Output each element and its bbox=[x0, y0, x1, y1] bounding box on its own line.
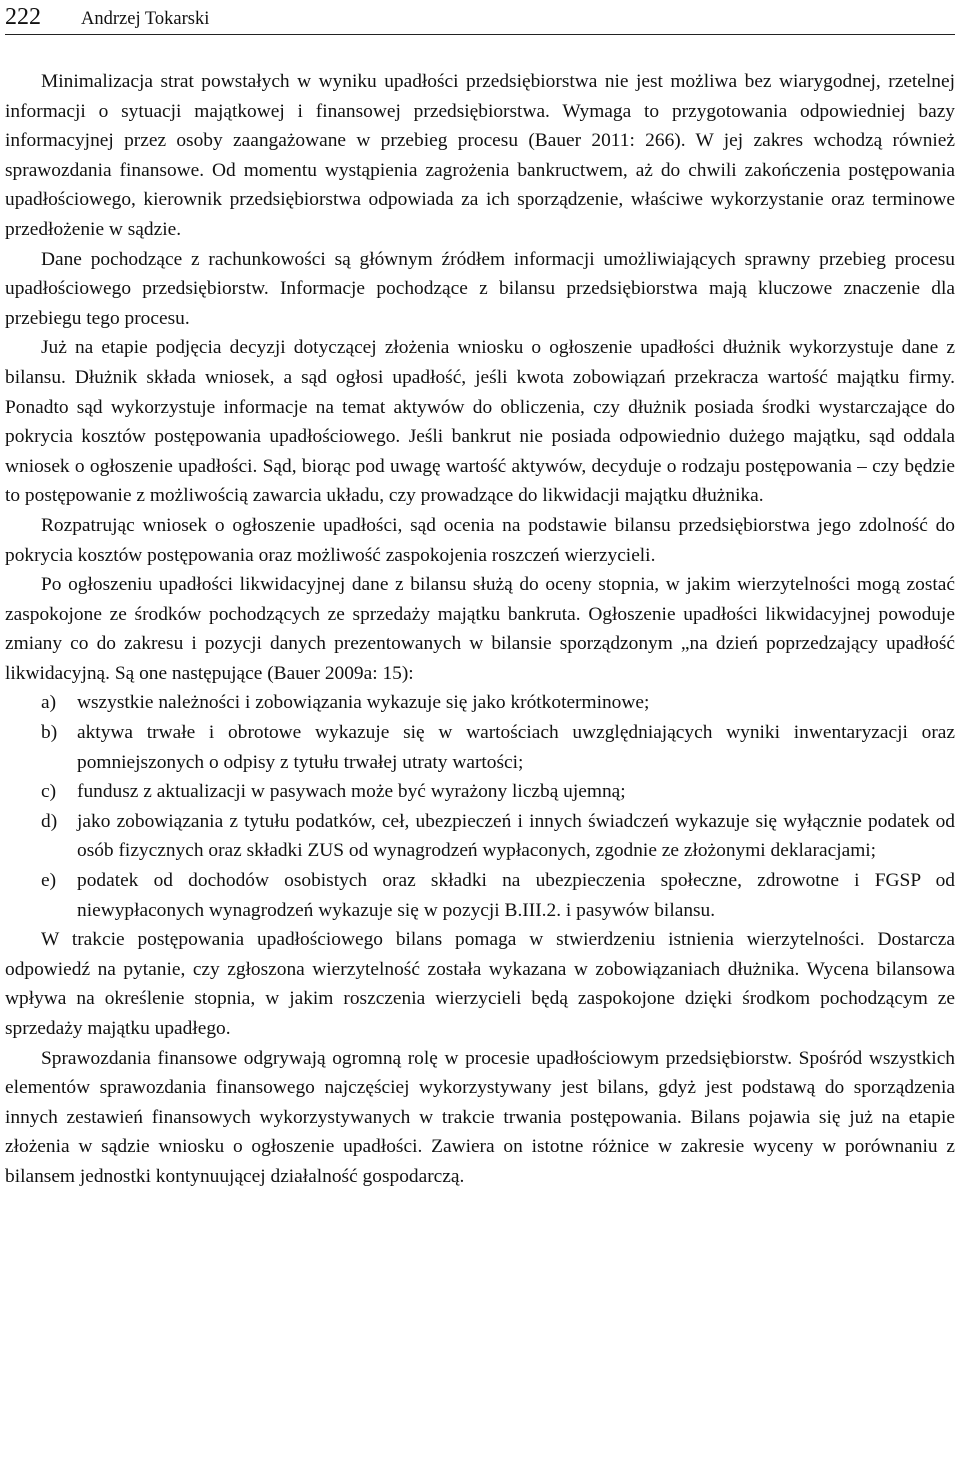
paragraph: W trakcie postępowania upadłościowego bilans pomaga w stwierdzeniu istnienia wierzytelności. Dostarcza odpowiedź na pytanie, czy zgłoszona wierzytelność została wykazana w zobowiązaniach dłużnika. Wycena bilansowa wpływa na określenie stopnia, w jakim roszczenia wierzycieli będą zaspokojone dzięki środkom pochodzącym ze sprzedaży majątku upadłego. bbox=[5, 929, 955, 1039]
list-marker: c) bbox=[41, 781, 57, 803]
paragraph: Dane pochodzące z rachunkowości są głównym źródłem informacji umożliwiających sprawny przebieg procesu upadłościowego przedsiębiorstw. Informacje pochodzące z bilansu przedsiębiorstwa mają kluczowe znaczenie dla przebiegu tego procesu. bbox=[5, 248, 955, 329]
list-item-text: podatek od dochodów osobistych oraz składki na ubezpieczenia społeczne, zdrowotne i FGSP od niewypłaconych wynagrodzeń wykazuje się w pozycji B.III.2. i pasywów bilansu. bbox=[77, 870, 955, 921]
list-marker: a) bbox=[41, 692, 57, 714]
list-item-text: jako zobowiązania z tytułu podatków, ceł, ubezpieczeń i innych świadczeń wykazuje się wyłącznie podatek od osób fizycznych oraz składki ZUS od wynagrodzeń wypłaconych, zgodnie ze złożonymi deklaracjami; bbox=[77, 810, 955, 862]
list-item bbox=[5, 866, 955, 925]
running-header bbox=[5, 0, 955, 35]
list-item-text: aktywa trwałe i obrotowe wykazuje się w wartościach uwzględniających wyniki inwentaryzacji oraz pomniejszonych o odpisy z tytułu trwałej utraty wartości; bbox=[77, 722, 955, 773]
lettered-list bbox=[5, 688, 955, 925]
paragraph: Po ogłoszeniu upadłości likwidacyjnej dane z bilansu służą do oceny stopnia, w jakim wierzytelności mogą zostać zaspokojone ze środków pochodzących ze sprzedaży majątku bankruta. Ogłoszenie upadłości likwidacyjnej powoduje zmiany co do zakresu i pozycji danych prezentowanych w bilansie sporządzonym „na dzień poprzedzający upadłość likwidacyjną. Są one następujące (Bauer 2009a: 15): bbox=[5, 574, 955, 684]
list-item bbox=[5, 807, 955, 866]
list-marker: b) bbox=[41, 722, 58, 744]
body-text bbox=[5, 67, 955, 1192]
document-page bbox=[5, 0, 955, 1192]
paragraph: Minimalizacja strat powstałych w wyniku upadłości przedsiębiorstwa nie jest możliwa bez wiarygodnej, rzetelnej informacji o sytuacji majątkowej i finansowej przedsiębiorstwa. Wymaga to przygotowania odpowiedniej bazy informacyjnej przez osoby zaangażowane w przebieg procesu (Bauer 2011: 266). W jej zakres wchodzą również sprawozdania finansowe. Od momentu wystąpienia zagrożenia bankructwem, aż do chwili zakończenia postępowania upadłościowego, kierownik przedsiębiorstwa odpowiada za ich sporządzenie, właściwe wykorzystanie oraz terminowe przedłożenie w sądzie. bbox=[5, 71, 955, 240]
page-number: 222 bbox=[5, 4, 41, 30]
list-item bbox=[5, 718, 955, 777]
list-item bbox=[5, 688, 955, 718]
running-author: Andrzej Tokarski bbox=[81, 9, 210, 29]
list-item-text: fundusz z aktualizacji w pasywach może być wyrażony liczbą ujemną; bbox=[77, 781, 626, 803]
list-marker: d) bbox=[41, 810, 58, 832]
paragraph: Już na etapie podjęcia decyzji dotyczącej złożenia wniosku o ogłoszenie upadłości dłużnik wykorzystuje dane z bilansu. Dłużnik składa wniosek, a sąd ogłosi upadłość, jeśli kwota zobowiązań przekracza wartość majątku firmy. Ponadto sąd wykorzystuje informacje na temat aktywów do obliczenia, czy dłużnik posiada środki wystarczające do pokrycia kosztów postępowania upadłościowego. Jeśli bankrut nie posiada odpowiednio dużego majątku, sąd oddala wniosek o ogłoszenie upadłości. Sąd, biorąc pod uwagę wartość aktywów, decyduje o rodzaju postępowania – czy będzie to postępowanie z możliwością zawarcia układu, czy prowadzące do likwidacji majątku dłużnika. bbox=[5, 337, 955, 507]
paragraph: Sprawozdania finansowe odgrywają ogromną rolę w procesie upadłościowym przedsiębiorstw. Spośród wszystkich elementów sprawozdania finansowego najczęściej wykorzystywany jest bilans, gdyż jest podstawą do sporządzenia innych zestawień finansowych wykorzystywanych w trakcie trwania postępowania. Bilans pojawia się już na etapie złożenia w sądzie wniosku o ogłoszenie upadłości. Zawiera on istotne różnice w zakresie wyceny w porównaniu z bilansem jednostki kontynuującej działalność gospodarczą. bbox=[5, 1047, 955, 1187]
list-item-text: wszystkie należności i zobowiązania wykazuje się jako krótkoterminowe; bbox=[77, 692, 650, 714]
list-marker: e) bbox=[41, 870, 57, 892]
list-item bbox=[5, 777, 955, 807]
paragraph: Rozpatrując wniosek o ogłoszenie upadłości, sąd ocenia na podstawie bilansu przedsiębiorstwa jego zdolność do pokrycia kosztów postępowania oraz możliwość zaspokojenia roszczeń wierzycieli. bbox=[5, 514, 955, 566]
